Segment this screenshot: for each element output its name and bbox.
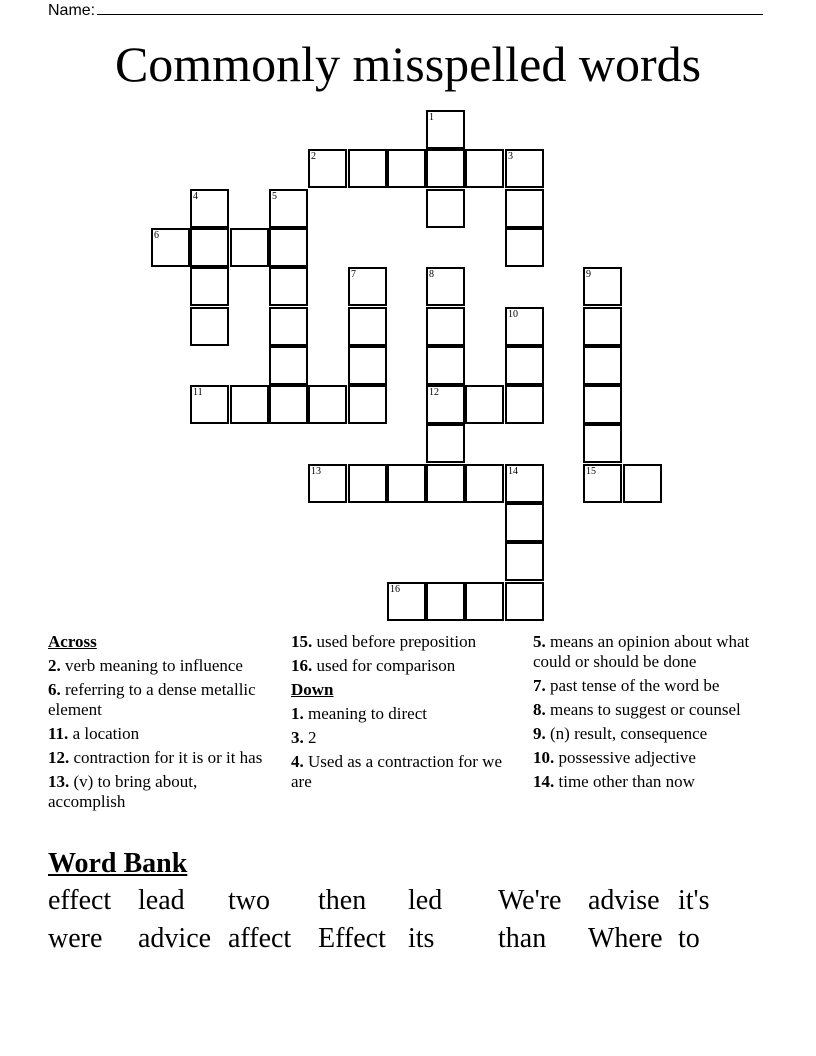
clue-number: 7 (351, 269, 356, 280)
crossword-cell[interactable] (269, 385, 308, 424)
crossword-cell[interactable] (190, 267, 229, 306)
across-heading: Across (48, 632, 97, 651)
clue-num: 15. (291, 632, 313, 651)
crossword-cell[interactable] (583, 424, 622, 463)
clue-text: referring to a dense metallic element (48, 680, 256, 719)
word-bank-word: advise (588, 885, 660, 916)
crossword-cell[interactable] (465, 582, 504, 621)
clue-num: 3. (291, 728, 304, 747)
word-bank-word: advice (138, 923, 212, 954)
clue-text: verb meaning to influence (65, 656, 243, 675)
crossword-cell-7[interactable] (348, 267, 387, 306)
clue-num: 12. (48, 748, 70, 767)
crossword-cell-10[interactable] (505, 307, 544, 346)
clue-num: 5. (533, 632, 546, 651)
word-bank-word: We're (498, 885, 562, 916)
down-clue (533, 700, 758, 720)
clue-text: Used as a contraction for we are (291, 752, 503, 791)
across-clue (291, 632, 516, 652)
clue-number: 4 (193, 191, 198, 202)
word-bank-word: effect (48, 885, 112, 916)
crossword-cell[interactable] (505, 189, 544, 228)
crossword-cell[interactable] (269, 346, 308, 385)
clue-text: (n) result, consequence (550, 724, 708, 743)
crossword-cell[interactable] (426, 582, 465, 621)
crossword-cell[interactable] (348, 307, 387, 346)
clue-number: 13 (311, 466, 321, 477)
crossword-cell-14[interactable] (505, 464, 544, 503)
word-bank-word: then (318, 885, 367, 916)
crossword-cell-2[interactable] (308, 149, 347, 188)
down-clue (291, 704, 516, 724)
down-clue (533, 772, 758, 792)
clues-column-1 (48, 632, 268, 816)
crossword-cell[interactable] (505, 503, 544, 542)
clue-number: 15 (586, 466, 596, 477)
down-clue (533, 748, 758, 768)
clue-num: 1. (291, 704, 304, 723)
clue-number: 8 (429, 269, 434, 280)
clue-number: 1 (429, 112, 434, 123)
crossword-cell[interactable] (230, 228, 269, 267)
clue-text: past tense of the word be (550, 676, 720, 695)
down-clue (533, 724, 758, 744)
clue-text: 2 (308, 728, 317, 747)
word-bank-word: affect (228, 923, 292, 954)
clue-num: 7. (533, 676, 546, 695)
crossword-cell-13[interactable] (308, 464, 347, 503)
crossword-cell[interactable] (465, 464, 504, 503)
crossword-cell[interactable] (465, 385, 504, 424)
clue-text: time other than now (558, 772, 695, 791)
clue-num: 2. (48, 656, 61, 675)
crossword-cell[interactable] (348, 464, 387, 503)
crossword-cell[interactable] (348, 149, 387, 188)
clue-number: 14 (508, 466, 518, 477)
crossword-cell[interactable] (230, 385, 269, 424)
crossword-cell[interactable] (426, 464, 465, 503)
word-bank-title: Word Bank (48, 848, 188, 879)
clue-num: 8. (533, 700, 546, 719)
word-bank-word: were (48, 923, 103, 954)
word-bank-word: than (498, 923, 547, 954)
crossword-cell-15[interactable] (583, 464, 622, 503)
clues-column-2 (291, 632, 516, 796)
crossword-cell[interactable] (348, 385, 387, 424)
clue-number: 16 (390, 584, 400, 595)
across-clue (291, 656, 516, 676)
clue-num: 9. (533, 724, 546, 743)
crossword-cell[interactable] (426, 307, 465, 346)
across-clue (48, 748, 268, 768)
crossword-cell-5[interactable] (269, 189, 308, 228)
crossword-cell[interactable] (269, 228, 308, 267)
clue-num: 16. (291, 656, 313, 675)
clue-text: (v) to bring about, accomplish (48, 772, 198, 811)
across-clue (48, 680, 268, 720)
page-title: Commonly misspelled words (114, 36, 702, 92)
crossword-cell[interactable] (505, 228, 544, 267)
crossword-cell[interactable] (583, 307, 622, 346)
word-bank-word: its (408, 923, 435, 954)
clue-num: 14. (533, 772, 555, 791)
clues-column-3 (533, 632, 758, 796)
word-bank-word: Effect (318, 923, 386, 954)
word-bank-word: two (228, 885, 270, 916)
clue-text: meaning to direct (308, 704, 427, 723)
crossword-cell[interactable] (583, 346, 622, 385)
crossword-cell[interactable] (505, 582, 544, 621)
clue-num: 10. (533, 748, 555, 767)
crossword-cell-8[interactable] (426, 267, 465, 306)
clue-num: 4. (291, 752, 304, 771)
crossword-cell-6[interactable] (151, 228, 190, 267)
word-bank-word: lead (138, 885, 185, 916)
crossword-cell[interactable] (505, 346, 544, 385)
clue-number: 10 (508, 309, 518, 320)
clue-text: means an opinion about what could or should be done (533, 632, 750, 671)
crossword-cell[interactable] (387, 149, 426, 188)
crossword-cell-16[interactable] (387, 582, 426, 621)
crossword-cell-4[interactable] (190, 189, 229, 228)
clue-number: 9 (586, 269, 591, 280)
clue-number: 5 (272, 191, 277, 202)
crossword-cell[interactable] (505, 542, 544, 581)
word-bank-word: it's (678, 885, 710, 916)
crossword-cell-3[interactable] (505, 149, 544, 188)
clue-number: 11 (193, 387, 203, 398)
crossword-cell-1[interactable] (426, 110, 465, 149)
clue-text: contraction for it is or it has (73, 748, 263, 767)
clue-num: 11. (48, 724, 69, 743)
crossword-cell[interactable] (623, 464, 662, 503)
crossword-cell[interactable] (348, 346, 387, 385)
crossword-cell[interactable] (505, 385, 544, 424)
crossword-cell[interactable] (426, 346, 465, 385)
clue-text: used for comparison (316, 656, 456, 675)
crossword-cell[interactable] (190, 228, 229, 267)
crossword-cell[interactable] (190, 307, 229, 346)
down-clue (533, 632, 758, 672)
clue-text: a location (72, 724, 140, 743)
clue-number: 2 (311, 151, 316, 162)
clue-number: 12 (429, 387, 439, 398)
crossword-cell[interactable] (583, 385, 622, 424)
clue-number: 6 (154, 230, 159, 241)
crossword-cell[interactable] (269, 267, 308, 306)
clue-num: 13. (48, 772, 70, 791)
clue-text: means to suggest or counsel (550, 700, 741, 719)
down-clue (533, 676, 758, 696)
clue-num: 6. (48, 680, 61, 699)
crossword-cell[interactable] (426, 149, 465, 188)
clue-text: possessive adjective (558, 748, 696, 767)
word-bank-word: Where (588, 923, 663, 954)
word-bank-word: to (678, 923, 700, 954)
down-clue (291, 728, 516, 748)
across-clue (48, 724, 268, 744)
crossword-cell[interactable] (308, 385, 347, 424)
crossword-cell-9[interactable] (583, 267, 622, 306)
down-clue (291, 752, 516, 792)
crossword-cell-11[interactable] (190, 385, 229, 424)
crossword-cell[interactable] (426, 424, 465, 463)
crossword-cell[interactable] (387, 464, 426, 503)
name-label: Name: (48, 2, 96, 19)
crossword-cell[interactable] (426, 189, 465, 228)
down-heading: Down (291, 680, 334, 699)
word-bank-word: led (408, 885, 443, 916)
crossword-cell[interactable] (465, 149, 504, 188)
crossword-cell[interactable] (269, 307, 308, 346)
clue-text: used before preposition (316, 632, 477, 651)
clue-number: 3 (508, 151, 513, 162)
across-clue (48, 656, 268, 676)
crossword-cell-12[interactable] (426, 385, 465, 424)
across-clue (48, 772, 268, 812)
